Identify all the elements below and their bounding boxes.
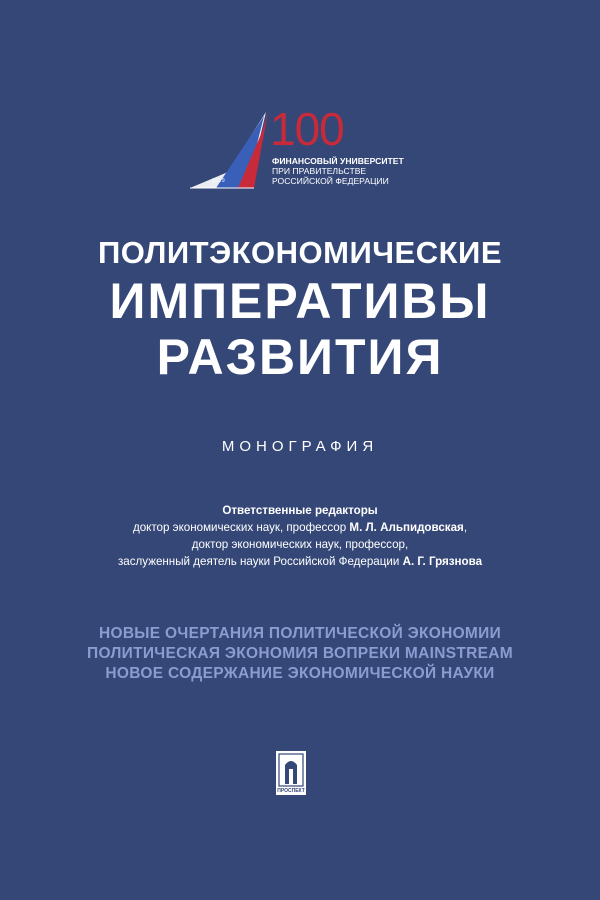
editors-line3	[0, 553, 600, 570]
editor1-name: М. Л. Альпидовская	[349, 521, 464, 534]
university-name-line3: РОССИЙСКОЙ ФЕДЕРАЦИИ	[272, 176, 389, 186]
book-title-line3: РАЗВИТИЯ	[156, 329, 444, 385]
editor1-suffix: ,	[463, 521, 468, 534]
logo-year: 1919	[212, 178, 226, 184]
university-logo-icon	[188, 112, 270, 190]
university-name	[272, 156, 404, 186]
editors-heading: Ответственные редакторы	[222, 504, 378, 517]
theme-line-3: НОВОЕ СОДЕРЖАНИЕ ЭКОНОМИЧЕСКОЙ НАУКИ	[105, 665, 495, 682]
theme-line-2: ПОЛИТИЧЕСКАЯ ЭКОНОМИЯ ВОПРЕКИ MAINSTREAM	[87, 645, 513, 662]
themes-block	[0, 624, 600, 684]
logo-100: 100	[270, 103, 344, 155]
editor1-title: доктор экономических наук, профессор	[132, 521, 350, 534]
editors-block	[0, 502, 600, 570]
editor2-name: А. Г. Грязнова	[402, 555, 483, 568]
university-logo	[188, 103, 404, 192]
university-name-line1: ФИНАНСОВЫЙ УНИВЕРСИТЕТ	[272, 156, 404, 166]
book-title-line1: ПОЛИТЭКОНОМИЧЕСКИЕ	[97, 235, 502, 270]
book-title-line2: ИМПЕРАТИВЫ	[109, 273, 491, 329]
publisher-name: ПРОСПЕКТ	[277, 788, 305, 794]
editors-line1	[0, 519, 600, 536]
book-title	[0, 233, 600, 385]
book-subtitle: МОНОГРАФИЯ	[221, 438, 379, 455]
editor2-title: заслуженный деятель науки Российской Федерации	[117, 555, 403, 568]
theme-line-1: НОВЫЕ ОЧЕРТАНИЯ ПОЛИТИЧЕСКОЙ ЭКОНОМИИ	[98, 625, 502, 642]
university-name-line2: ПРИ ПРАВИТЕЛЬСТВЕ	[272, 166, 367, 176]
editors-line2: доктор экономических наук, профессор,	[191, 538, 409, 551]
